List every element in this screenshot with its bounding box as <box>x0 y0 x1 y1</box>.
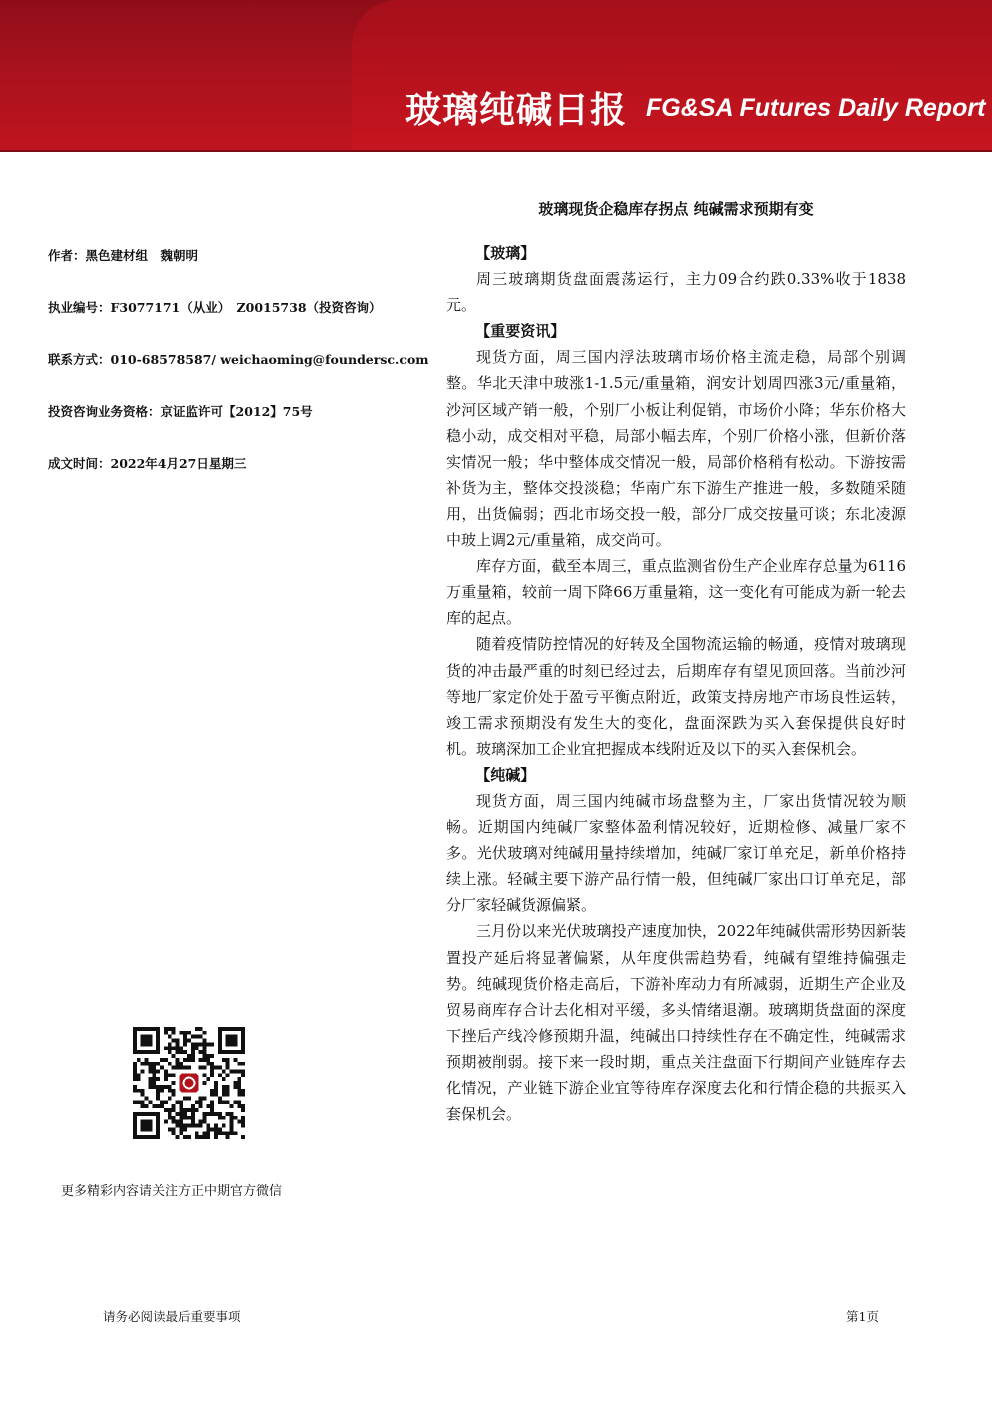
glass-paragraph: 周三玻璃期货盘面震荡运行，主力09合约跌0.33%收于1838元。 <box>446 270 906 315</box>
header-divider <box>0 150 992 152</box>
contact-line: 联系方式：010-68578587/ weichaoming@foundersc.com <box>48 352 429 367</box>
news-section-heading: 【重要资讯】 <box>475 322 566 341</box>
soda-spot-paragraph: 现货方面，周三国内纯碱市场盘整为主，厂家出货情况较为顺畅。近期国内纯碱厂家整体盈利情况较好，近期检修、减量厂家不多。光伏玻璃对纯碱用量持续增加，纯碱厂家订单充足，新单价格持续上涨。轻碱主要下游产品行情一般，但纯碱厂家出口订单充足，部分厂家轻碱货源偏紧。 <box>446 791 906 915</box>
report-title-en: FG&SA Futures Daily Report <box>646 94 986 122</box>
soda-outlook-paragraph: 三月份以来光伏玻璃投产速度加快，2022年纯碱供需形势因新装置投产延后将显著偏紧，从年度供需趋势看，纯碱有望维持偏强走势。纯碱现货价格走高后，下游补库动力有所减弱，近期生产企业及贸易商库存合计去化相对平缓，多头情绪退潮。玻璃期货盘面的深度下挫后产线冷修预期升温，纯碱出口持续性存在不确定性，纯碱需求预期被削弱。接下来一段时期，重点关注盘面下行期间产业链库存去化情况，产业链下游企业宜等待库存深度去化和行情企稳的共振买入套保机会。 <box>446 922 906 1124</box>
soda-section-heading: 【纯碱】 <box>475 765 536 784</box>
outlook-paragraph: 随着疫情防控情况的好转及全国物流运输的畅通，疫情对玻璃现货的冲击最严重的时刻已经过去，后期库存有望见顶回落。当前沙河等地厂家定价处于盈亏平衡点附近，政策支持房地产市场良性运转，竣工需求预期没有发生大的变化，盘面深跌为买入套保提供良好时机。玻璃深加工企业宜把握成本线附近及以下的买入套保机会。 <box>446 635 906 758</box>
qr-code-icon <box>133 1027 245 1139</box>
article-headline: 玻璃现货企稳库存拐点 纯碱需求预期有变 <box>538 200 814 218</box>
qr-logo-icon <box>179 1073 198 1092</box>
wechat-qr-code <box>133 1027 245 1139</box>
author-line: 作者：黑色建材组 魏朝明 <box>48 248 199 263</box>
inventory-paragraph: 库存方面，截至本周三，重点监测省份生产企业库存总量为6116万重量箱，较前一周下降66万重量箱，这一变化有可能成为新一轮去库的起点。 <box>446 557 906 628</box>
glass-section-heading: 【玻璃】 <box>475 244 536 262</box>
qr-caption: 更多精彩内容请关注方正中期官方微信 <box>61 1184 283 1199</box>
article-body <box>446 240 906 1127</box>
date-line: 成文时间：2022年4月27日星期三 <box>48 456 247 471</box>
header-banner <box>0 0 992 152</box>
license-line: 执业编号：F3077171（从业） Z0015738（投资咨询） <box>48 300 382 315</box>
page-number: 第1页 <box>846 1309 879 1324</box>
spot-paragraph: 现货方面，周三国内浮法玻璃市场价格主流走稳，局部个别调整。华北天津中玻涨1-1.5元/重量箱，润安计划周四涨3元/重量箱，沙河区域产销一般，个别厂小板让利促销，市场价小降；华东价格大稳小动，成交相对平稳，局部小幅去库，个别厂价格小涨，但新价落实情况一般；华中整体成交情况一般，局部价格稍有松动。下游按需补货为主，整体交投淡稳；华南广东下游生产推进一般，多数随采随用，出货偏弱；西北市场交投一般，部分厂成交按量可谈；东北凌源中玻上调2元/重量箱，成交尚可。 <box>446 348 906 550</box>
report-title-cn: 玻璃纯碱日报 <box>405 90 628 131</box>
footer-notice: 请务必阅读最后重要事项 <box>103 1309 241 1324</box>
qualification-line: 投资咨询业务资格：京证监许可【2012】75号 <box>48 404 313 419</box>
